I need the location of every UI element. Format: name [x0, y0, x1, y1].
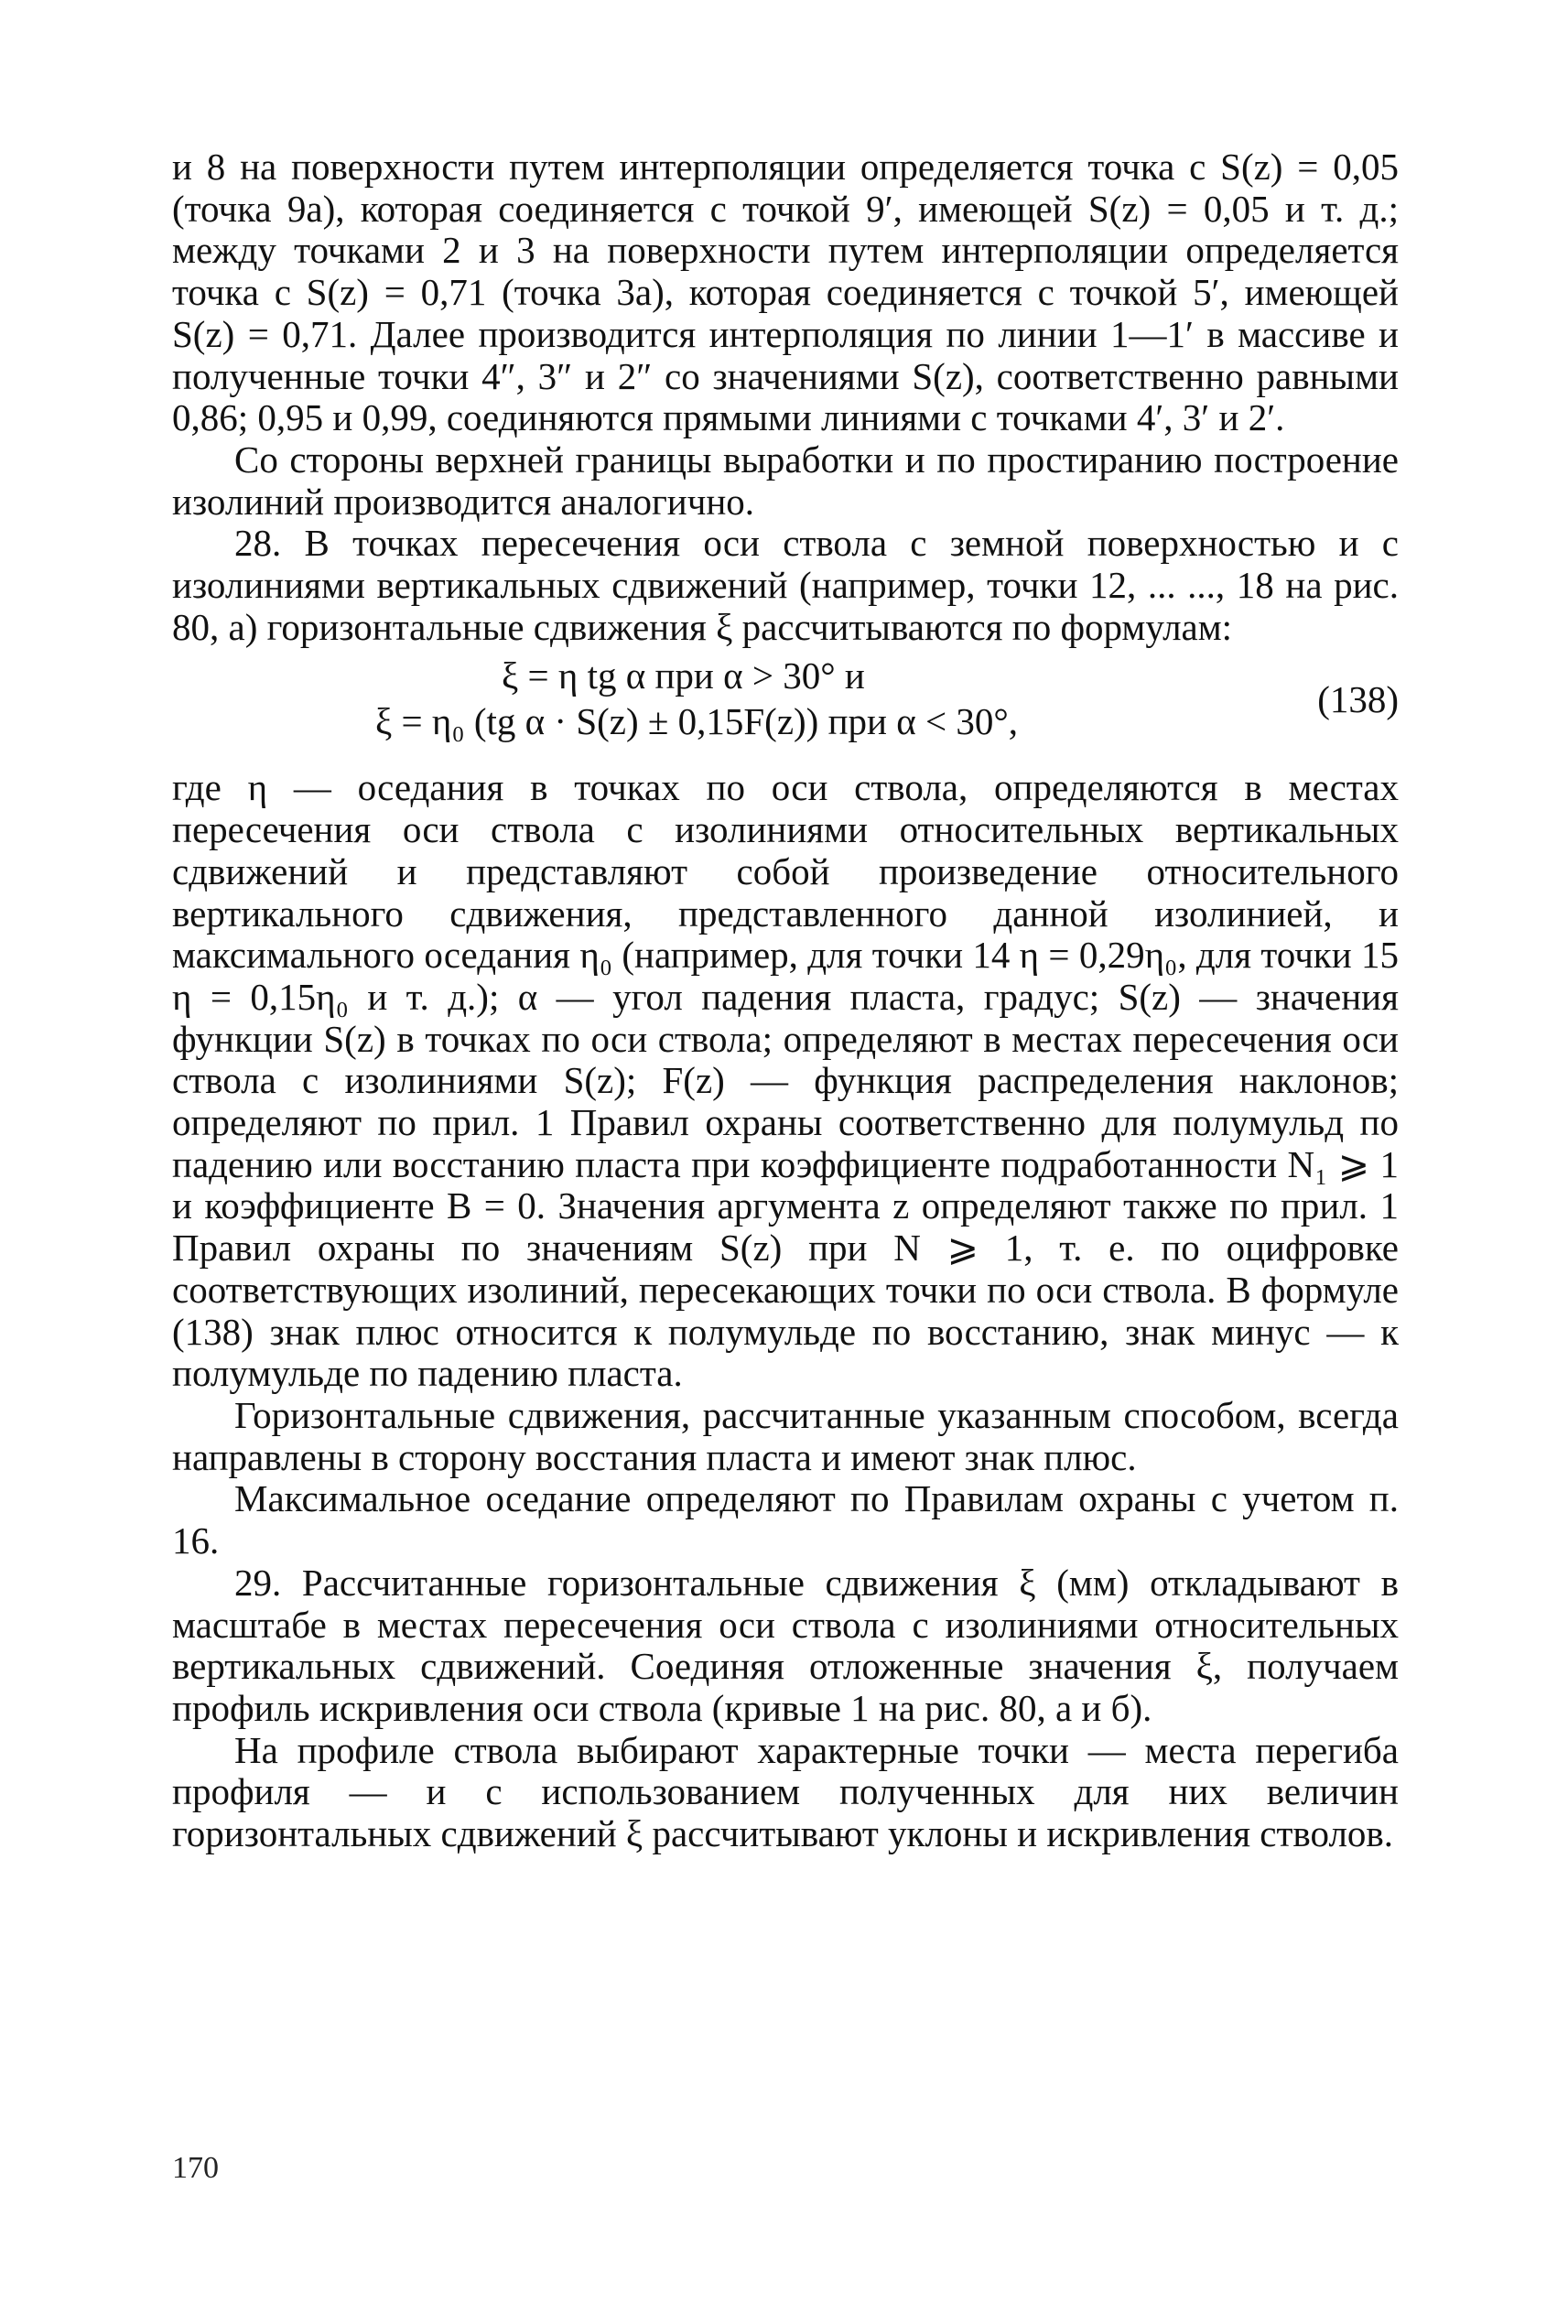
paragraph-7: 29. Рассчитанные горизонтальные сдвижения ξ (мм) откладывают в масштабе в местах пересечения оси ствола с изолиниями относительных вертикальных сдвижений. Соединяя отложенные значения ξ, получаем профиль искривления оси ствола (кривые 1 на рис. 80, а и б). — [172, 1561, 1399, 1729]
formula-138 — [172, 655, 1399, 751]
page-content — [172, 146, 1399, 1855]
paragraph-6: Максимальное оседание определяют по Правилам охраны с учетом п. 16. — [172, 1477, 1399, 1562]
formula-number: (138) — [1317, 678, 1399, 721]
paragraph-3: 28. В точках пересечения оси ствола с земной поверхностью и с изолиниями вертикальных сдвижений (например, точки 12, ... ..., 18 на рис. 80, а) горизонтальные сдвижения ξ рассчитываются по формулам: — [172, 522, 1399, 648]
paragraph-4: где η — оседания в точках по оси ствола, определяются в местах пересечения оси ствола с изолиниями относительных вертикальных сдвижений и представляют собой произведение относительного вертикального сдвижения, представленного данной изолинией, и максимального оседания η₀ (например, для точки 14 η = 0,29η₀, для точки 15 η = 0,15η₀ и т. д.); α — угол падения пласта, градус; S(z) — значения функции S(z) в точках по оси ствола; определяют в местах пересечения оси ствола с изолиниями S(z); F(z) — функция распределения наклонов; определяют по прил. 1 Правил охраны соответственно для полумульд по падению или восстанию пласта при коэффициенте подработанности N₁ ⩾ 1 и коэффициенте B = 0. Значения аргумента z определяют также по прил. 1 Правил охраны по значениям S(z) при N ⩾ 1, т. е. по оцифровке соответствующих изолиний, пересекающих точки по оси ствола. В формуле (138) знак плюс относится к полумульде по восстанию, знак минус — к полумульде по падению пласта. — [172, 766, 1399, 1395]
paragraph-1: и 8 на поверхности путем интерполяции определяется точка с S(z) = 0,05 (точка 9а), которая соединяется с точкой 9′, имеющей S(z) = 0,05 и т. д.; между точками 2 и 3 на поверхности путем интерполяции определяется точка с S(z) = 0,71 (точка 3а), которая соединяется с точкой 5′, имеющей S(z) = 0,71. Далее производится интерполяция по линии 1—1′ в массиве и полученные точки 4″, 3″ и 2″ со значениями S(z), соответственно равными 0,86; 0,95 и 0,99, соединяются прямыми линиями с точками 4′, 3′ и 2′. — [172, 146, 1399, 439]
paragraph-5: Горизонтальные сдвижения, рассчитанные указанным способом, всегда направлены в сторону восстания пласта и имеют знак плюс. — [172, 1393, 1399, 1478]
paragraph-8: На профиле ствола выбирают характерные точки — места перегиба профиля — и с использованием полученных для них величин горизонтальных сдвижений ξ рассчитывают уклоны и искривления стволов. — [172, 1728, 1399, 1855]
page-number: 170 — [172, 2151, 219, 2185]
formula-line-2: ξ = η₀ (tg α · S(z) ± 0,15F(z)) при α < 30°, — [375, 700, 1018, 743]
formula-line-1: ξ = η tg α при α > 30° и — [502, 654, 865, 697]
paragraph-2: Со стороны верхней границы выработки и по простиранию построение изолиний производится аналогично. — [172, 438, 1399, 523]
